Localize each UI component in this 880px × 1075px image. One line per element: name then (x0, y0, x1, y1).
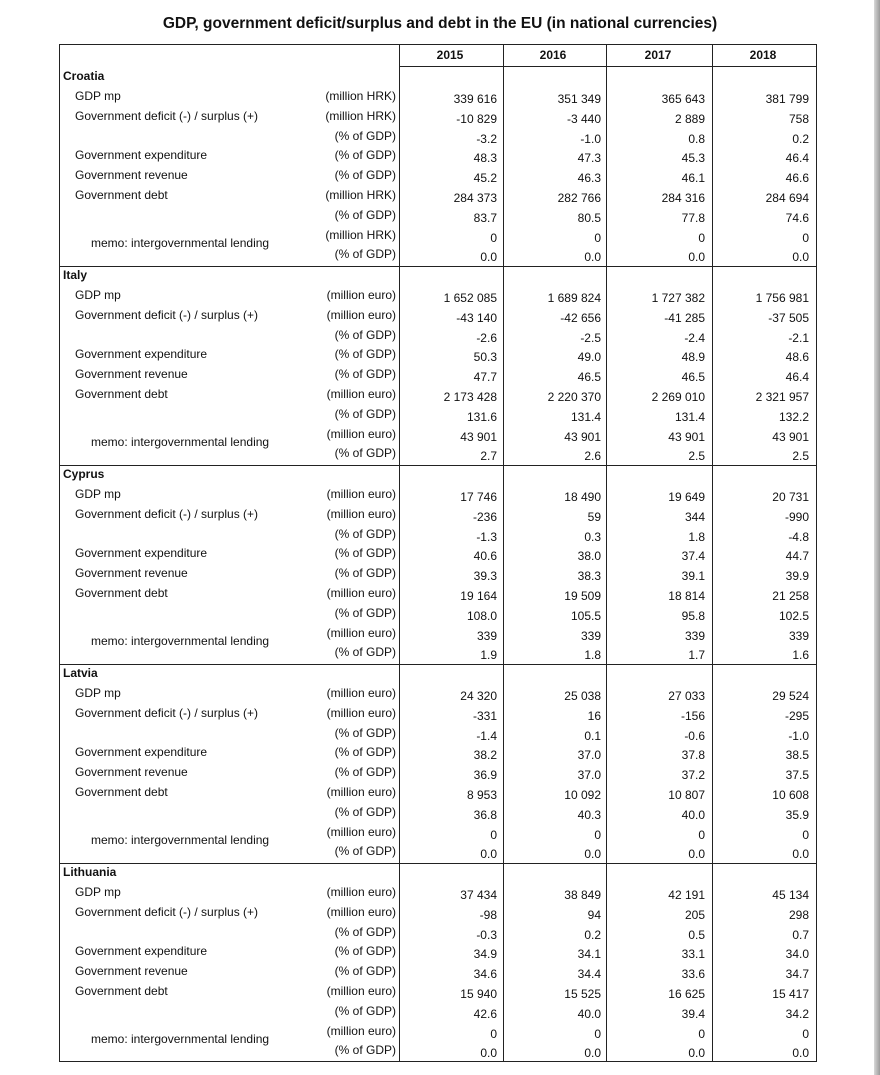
cell-value: 2 220 370 (547, 390, 601, 404)
cell-value: 83.7 (473, 210, 497, 225)
cell-value: 339 616 (453, 92, 497, 106)
cell-value: 33.1 (681, 947, 705, 962)
row-unit: (% of GDP) (334, 745, 396, 760)
cell-value: 48.6 (785, 350, 809, 365)
row-unit: (million euro) (326, 426, 396, 441)
cell-value: 19 164 (460, 589, 497, 603)
cell-value: -10 829 (456, 111, 497, 126)
cell-value: -1.4 (476, 728, 497, 743)
section-rule (60, 266, 816, 267)
row-unit: (% of GDP) (334, 347, 396, 362)
country-heading: Latvia (63, 666, 98, 680)
column-divider (712, 45, 713, 1061)
cell-value: 29 524 (772, 689, 809, 703)
cell-value: -295 (784, 708, 809, 723)
cell-value: 39.4 (681, 1006, 705, 1021)
column-divider (399, 45, 400, 1061)
cell-value: 339 (788, 628, 809, 643)
row-unit: (million euro) (326, 824, 396, 839)
page-edge-shadow (874, 0, 880, 1075)
cell-value: 43 901 (460, 429, 497, 444)
cell-value: 38.2 (473, 748, 497, 763)
cell-value: 0.5 (688, 927, 705, 942)
cell-value: 46.5 (681, 370, 705, 385)
cell-value: 48.9 (681, 350, 705, 365)
year-header-2018: 2018 (749, 48, 777, 62)
row-unit: (million euro) (326, 904, 396, 919)
row-unit: (% of GDP) (334, 924, 396, 939)
cell-value: 36.8 (473, 807, 497, 822)
cell-value: 42.6 (473, 1006, 497, 1021)
cell-value: 2 889 (674, 111, 705, 126)
cell-value: 50.3 (473, 350, 497, 365)
cell-value: 27 033 (668, 689, 705, 703)
cell-value: -1.0 (580, 131, 601, 146)
cell-value: 38.0 (577, 549, 601, 564)
row-unit: (% of GDP) (334, 844, 396, 859)
cell-value: 0 (594, 230, 601, 245)
row-label: Government expenditure (75, 347, 208, 362)
cell-value: 0.0 (792, 847, 809, 862)
cell-value: 0.3 (584, 529, 601, 544)
country-heading: Lithuania (63, 865, 117, 879)
row-label: memo: intergovernmental lending (91, 1031, 270, 1046)
row-unit: (million euro) (326, 885, 396, 899)
cell-value: 1 727 382 (651, 291, 705, 305)
cell-value: -1.0 (788, 728, 809, 743)
cell-value: 1.9 (480, 648, 497, 663)
country-heading: Cyprus (63, 467, 105, 481)
cell-value: 102.5 (778, 608, 809, 623)
cell-value: 339 (476, 628, 497, 643)
cell-value: -4.8 (788, 529, 809, 544)
cell-value: 47.7 (473, 370, 497, 385)
row-unit: (% of GDP) (334, 526, 396, 541)
cell-value: 0 (594, 1026, 601, 1041)
cell-value: 284 316 (661, 191, 705, 205)
row-label: GDP mp (75, 487, 121, 501)
row-label: Government debt (75, 188, 168, 202)
row-unit: (million euro) (326, 984, 396, 998)
cell-value: 0.0 (584, 847, 601, 862)
column-divider (606, 45, 607, 1061)
cell-value: 284 373 (453, 191, 497, 205)
row-label: Government expenditure (75, 148, 208, 163)
cell-value: 1.7 (688, 648, 705, 663)
cell-value: 0.2 (584, 927, 601, 942)
cell-value: 365 643 (661, 92, 705, 106)
cell-value: 43 901 (668, 429, 705, 444)
cell-value: 45.2 (473, 171, 497, 186)
cell-value: 34.2 (785, 1006, 809, 1021)
cell-value: 37.4 (681, 549, 705, 564)
row-unit: (% of GDP) (334, 406, 396, 421)
cell-value: 0.0 (480, 847, 497, 862)
cell-value: 33.6 (681, 967, 705, 982)
row-unit: (million euro) (326, 586, 396, 600)
row-unit: (% of GDP) (334, 804, 396, 819)
cell-value: 46.5 (577, 370, 601, 385)
cell-value: 131.4 (570, 409, 601, 424)
row-unit: (million euro) (326, 1023, 396, 1038)
row-label: Government debt (75, 785, 168, 799)
cell-value: 2.6 (584, 449, 601, 464)
cell-value: 43 901 (772, 429, 809, 444)
cell-value: 0.1 (584, 728, 601, 743)
cell-value: 0.7 (792, 927, 809, 942)
cell-value: 40.3 (577, 807, 601, 822)
cell-value: 46.4 (785, 151, 809, 166)
cell-value: 18 814 (668, 589, 705, 603)
cell-value: 0 (802, 230, 809, 245)
cell-value: -236 (472, 509, 497, 524)
cell-value: -0.3 (476, 927, 497, 942)
row-label: Government deficit (-) / surplus (+) (75, 705, 259, 720)
cell-value: 74.6 (785, 210, 809, 225)
page-title: GDP, government deficit/surplus and debt in the EU (in national currencies) (162, 15, 718, 32)
cell-value: 80.5 (577, 210, 601, 225)
cell-value: 0 (490, 230, 497, 245)
cell-value: 34.9 (473, 947, 497, 962)
row-unit: (million euro) (326, 785, 396, 799)
cell-value: 24 320 (460, 689, 497, 703)
cell-value: 48.3 (473, 151, 497, 166)
cell-value: 35.9 (785, 807, 809, 822)
cell-value: -42 656 (560, 310, 601, 325)
cell-value: 34.4 (577, 967, 601, 982)
cell-value: 284 694 (765, 191, 809, 205)
cell-value: 0 (802, 1026, 809, 1041)
cell-value: 132.2 (778, 409, 809, 424)
cell-value: 34.6 (473, 967, 497, 982)
cell-value: 34.1 (577, 947, 601, 962)
column-divider (503, 45, 504, 1061)
cell-value: 0.0 (688, 847, 705, 862)
row-unit: (million euro) (326, 686, 396, 700)
cell-value: 10 092 (564, 788, 601, 802)
cell-value: 19 649 (668, 490, 705, 504)
cell-value: 2.5 (688, 449, 705, 464)
row-unit: (million euro) (326, 625, 396, 640)
row-label: Government debt (75, 387, 168, 401)
cell-value: 19 509 (564, 589, 601, 603)
cell-value: 46.3 (577, 171, 601, 186)
cell-value: 46.4 (785, 370, 809, 385)
cell-value: 37.5 (785, 768, 809, 783)
cell-value: 0.2 (792, 131, 809, 146)
cell-value: 94 (587, 907, 601, 922)
cell-value: 37.0 (577, 748, 601, 763)
row-unit: (million euro) (326, 387, 396, 401)
row-unit: (% of GDP) (334, 944, 396, 959)
row-unit: (% of GDP) (334, 964, 396, 979)
cell-value: 18 490 (564, 490, 601, 504)
cell-value: 131.4 (674, 409, 705, 424)
cell-value: 0 (698, 230, 705, 245)
cell-value: 42 191 (668, 888, 705, 902)
row-label: memo: intergovernmental lending (91, 235, 270, 250)
cell-value: 381 799 (765, 92, 809, 106)
row-unit: (million euro) (326, 506, 396, 521)
cell-value: 0 (490, 1026, 497, 1041)
row-unit: (% of GDP) (334, 168, 396, 183)
cell-value: 0.0 (584, 1046, 601, 1061)
row-label: Government deficit (-) / surplus (+) (75, 108, 259, 123)
cell-value: 298 (788, 907, 809, 922)
cell-value: 15 417 (772, 987, 809, 1001)
country-heading: Italy (63, 268, 88, 282)
cell-value: 39.3 (473, 569, 497, 584)
row-unit: (% of GDP) (334, 546, 396, 561)
cell-value: 16 625 (668, 987, 705, 1001)
year-header-2017: 2017 (644, 48, 672, 62)
cell-value: 1.8 (688, 529, 705, 544)
row-unit: (% of GDP) (334, 247, 396, 262)
cell-value: 1.6 (792, 648, 809, 663)
cell-value: 47.3 (577, 151, 601, 166)
row-label: Government revenue (75, 765, 188, 780)
row-unit: (million HRK) (325, 227, 396, 242)
cell-value: 17 746 (460, 490, 497, 504)
cell-value: 1 652 085 (443, 291, 497, 305)
row-unit: (% of GDP) (334, 367, 396, 382)
cell-value: 37.2 (681, 768, 705, 783)
cell-value: -1.3 (476, 529, 497, 544)
cell-value: 10 807 (668, 788, 705, 802)
row-unit: (million euro) (326, 487, 396, 501)
row-label: memo: intergovernmental lending (91, 832, 270, 847)
row-label: Government expenditure (75, 546, 208, 561)
cell-value: 49.0 (577, 350, 601, 365)
cell-value: 37 434 (460, 888, 497, 902)
cell-value: 344 (684, 509, 705, 524)
cell-value: 46.6 (785, 171, 809, 186)
row-label: Government expenditure (75, 745, 208, 760)
row-unit: (% of GDP) (334, 327, 396, 342)
cell-value: 2 269 010 (651, 390, 705, 404)
cell-value: 36.9 (473, 768, 497, 783)
section-rule (60, 664, 816, 665)
row-unit: (million euro) (326, 288, 396, 302)
cell-value: -2.1 (788, 330, 809, 345)
cell-value: -156 (680, 708, 705, 723)
row-label: Government deficit (-) / surplus (+) (75, 307, 259, 322)
cell-value: 34.7 (785, 967, 809, 982)
cell-value: 0.0 (792, 1046, 809, 1061)
cell-value: 44.7 (785, 549, 809, 564)
cell-value: 45 134 (772, 888, 809, 902)
cell-value: 45.3 (681, 151, 705, 166)
row-label: Government revenue (75, 964, 188, 979)
row-label: Government deficit (-) / surplus (+) (75, 506, 259, 521)
cell-value: 39.9 (785, 569, 809, 584)
row-label: GDP mp (75, 885, 121, 899)
cell-value: 205 (684, 907, 705, 922)
cell-value: 0.0 (688, 250, 705, 265)
header-rule (400, 66, 816, 67)
cell-value: 0.0 (792, 250, 809, 265)
cell-value: 351 349 (557, 92, 601, 106)
cell-value: 40.0 (681, 807, 705, 822)
year-header-2015: 2015 (436, 48, 464, 62)
cell-value: 38.5 (785, 748, 809, 763)
row-label: Government debt (75, 586, 168, 600)
cell-value: -331 (472, 708, 497, 723)
cell-value: 40.6 (473, 549, 497, 564)
cell-value: 40.0 (577, 1006, 601, 1021)
cell-value: 37.0 (577, 768, 601, 783)
row-label: memo: intergovernmental lending (91, 633, 270, 648)
row-unit: (% of GDP) (334, 128, 396, 143)
cell-value: 8 953 (466, 788, 497, 802)
cell-value: 0.8 (688, 131, 705, 146)
cell-value: 15 525 (564, 987, 601, 1001)
cell-value: -98 (479, 907, 497, 922)
cell-value: 20 731 (772, 490, 809, 504)
row-unit: (% of GDP) (334, 725, 396, 740)
cell-value: -43 140 (456, 310, 497, 325)
row-label: Government revenue (75, 367, 188, 382)
cell-value: -2.5 (580, 330, 601, 345)
row-unit: (% of GDP) (334, 566, 396, 581)
row-label: GDP mp (75, 288, 121, 302)
row-label: Government revenue (75, 168, 188, 183)
row-label: Government debt (75, 984, 168, 998)
cell-value: -2.4 (684, 330, 705, 345)
row-unit: (% of GDP) (334, 207, 396, 222)
cell-value: 105.5 (570, 608, 601, 623)
cell-value: -3.2 (476, 131, 497, 146)
row-unit: (% of GDP) (334, 605, 396, 620)
cell-value: 77.8 (681, 210, 705, 225)
cell-value: 0 (594, 827, 601, 842)
cell-value: -0.6 (684, 728, 705, 743)
cell-value: 16 (587, 708, 601, 723)
cell-value: 46.1 (681, 171, 705, 186)
row-unit: (% of GDP) (334, 1003, 396, 1018)
cell-value: 0 (802, 827, 809, 842)
cell-value: 282 766 (557, 191, 601, 205)
row-unit: (% of GDP) (334, 645, 396, 660)
row-label: memo: intergovernmental lending (91, 434, 270, 449)
row-label: Government deficit (-) / surplus (+) (75, 904, 259, 919)
cell-value: 2.7 (480, 449, 497, 464)
cell-value: 10 608 (772, 788, 809, 802)
cell-value: 15 940 (460, 987, 497, 1001)
row-unit: (% of GDP) (334, 446, 396, 461)
cell-value: 339 (580, 628, 601, 643)
cell-value: 339 (684, 628, 705, 643)
cell-value: 2.5 (792, 449, 809, 464)
cell-value: 108.0 (466, 608, 497, 623)
cell-value: 0 (698, 1026, 705, 1041)
cell-value: 1 756 981 (755, 291, 809, 305)
row-unit: (million HRK) (325, 89, 396, 103)
cell-value: 1.8 (584, 648, 601, 663)
section-rule (60, 863, 816, 864)
cell-value: 0.0 (584, 250, 601, 265)
row-unit: (million HRK) (325, 188, 396, 202)
cell-value: -2.6 (476, 330, 497, 345)
cell-value: 38.3 (577, 569, 601, 584)
row-unit: (million euro) (326, 307, 396, 322)
row-unit: (% of GDP) (334, 1043, 396, 1058)
cell-value: 95.8 (681, 608, 705, 623)
cell-value: -3 440 (566, 111, 601, 126)
cell-value: 21 258 (772, 589, 809, 603)
row-unit: (million HRK) (325, 108, 396, 123)
cell-value: 0.0 (480, 1046, 497, 1061)
row-label: Government expenditure (75, 944, 208, 959)
data-table (59, 44, 817, 1062)
cell-value: 2 173 428 (443, 390, 497, 404)
cell-value: 43 901 (564, 429, 601, 444)
cell-value: -990 (784, 509, 809, 524)
cell-value: 2 321 957 (755, 390, 809, 404)
cell-value: 38 849 (564, 888, 601, 902)
cell-value: -41 285 (664, 310, 705, 325)
row-label: GDP mp (75, 686, 121, 700)
cell-value: 0 (490, 827, 497, 842)
cell-value: 39.1 (681, 569, 705, 584)
row-label: GDP mp (75, 89, 121, 103)
cell-value: -37 505 (768, 310, 809, 325)
cell-value: 0.0 (688, 1046, 705, 1061)
cell-value: 59 (587, 509, 601, 524)
cell-value: 1 689 824 (547, 291, 601, 305)
section-rule (60, 465, 816, 466)
cell-value: 758 (788, 111, 809, 126)
row-unit: (million euro) (326, 705, 396, 720)
row-unit: (% of GDP) (334, 148, 396, 163)
cell-value: 25 038 (564, 689, 601, 703)
cell-value: 0.0 (480, 250, 497, 265)
row-label: Government revenue (75, 566, 188, 581)
row-unit: (% of GDP) (334, 765, 396, 780)
cell-value: 37.8 (681, 748, 705, 763)
country-heading: Croatia (63, 69, 105, 83)
cell-value: 0 (698, 827, 705, 842)
cell-value: 34.0 (785, 947, 809, 962)
cell-value: 131.6 (466, 409, 497, 424)
year-header-2016: 2016 (539, 48, 567, 62)
